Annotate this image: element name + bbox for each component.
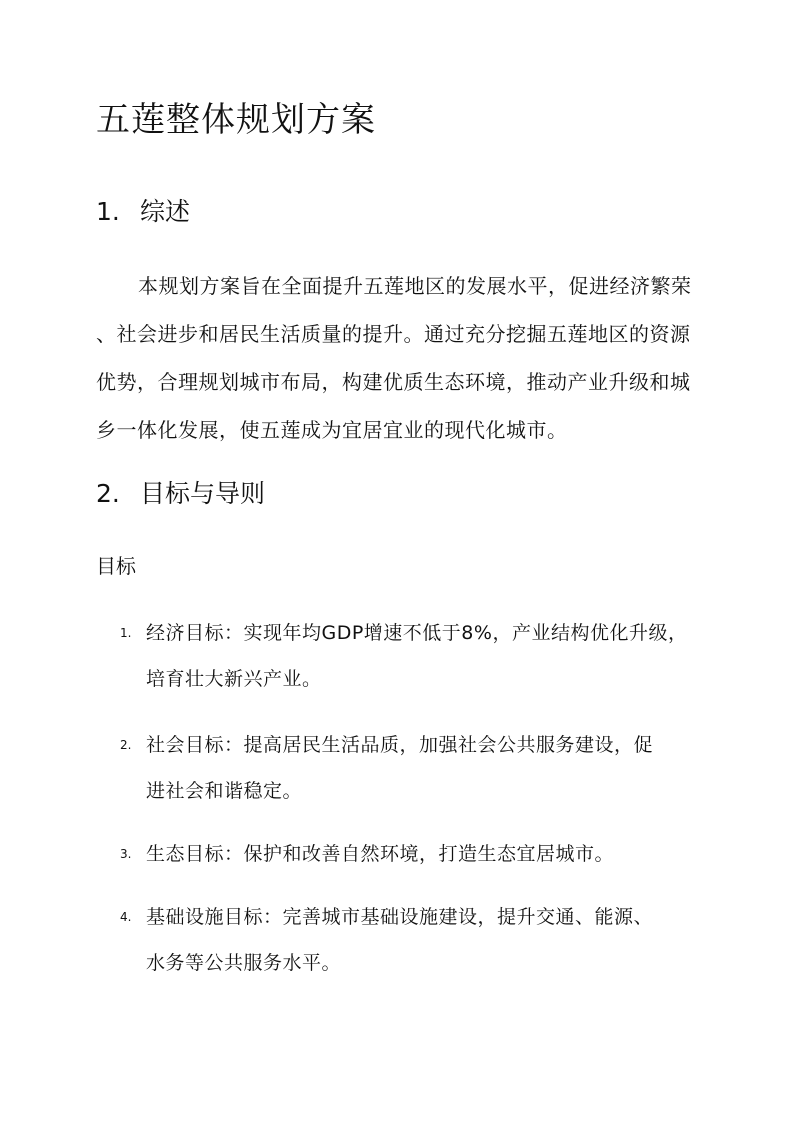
list-item-text <box>146 610 700 702</box>
list-item-economic-goal <box>120 610 700 702</box>
overview-paragraph <box>96 262 696 454</box>
paragraph-line: 、社会进步和居民生活质量的提升。通过充分挖掘五莲地区的资源 <box>96 322 691 346</box>
list-marker: 2. <box>120 738 132 752</box>
paragraph-line: 本规划方案旨在全面提升五莲地区的发展水平，促进经济繁荣 <box>138 274 692 298</box>
section-number: 2. <box>96 479 120 508</box>
list-item-line: 基础设施目标：完善城市基础设施建设，提升交通、能源、 <box>146 906 654 928</box>
list-item-text <box>146 831 700 877</box>
document-title: 五莲整体规划方案 <box>96 100 376 140</box>
list-marker: 3. <box>120 847 132 861</box>
list-item-line: 培育壮大新兴产业。 <box>146 668 322 690</box>
section-heading-text: 综述 <box>140 197 191 226</box>
paragraph-line: 优势，合理规划城市布局，构建优质生态环境，推动产业升级和城 <box>96 370 691 394</box>
section-heading-goals <box>96 474 265 514</box>
list-item-line: 水务等公共服务水平。 <box>146 952 342 974</box>
list-item-infrastructure-goal <box>120 894 700 986</box>
list-item-text <box>146 722 700 814</box>
list-item-line: 进社会和谐稳定。 <box>146 780 303 802</box>
list-marker: 4. <box>120 910 132 924</box>
list-marker: 1. <box>120 626 132 640</box>
section-number: 1. <box>96 197 120 226</box>
list-item-social-goal <box>120 722 700 814</box>
list-item-ecological-goal <box>120 831 700 877</box>
list-item-line: 社会目标：提高居民生活品质，加强社会公共服务建设，促 <box>146 734 654 756</box>
paragraph-line: 乡一体化发展，使五莲成为宜居宜业的现代化城市。 <box>96 418 568 442</box>
subheading-goals: 目标 <box>96 554 136 578</box>
section-heading-overview <box>96 192 190 232</box>
list-item-line: 生态目标：保护和改善自然环境，打造生态宜居城市。 <box>146 843 615 865</box>
list-item-text <box>146 894 700 986</box>
list-item-line: 经济目标：实现年均GDP增速不低于8%，产业结构优化升级， <box>146 622 688 644</box>
section-heading-text: 目标与导则 <box>140 479 266 508</box>
